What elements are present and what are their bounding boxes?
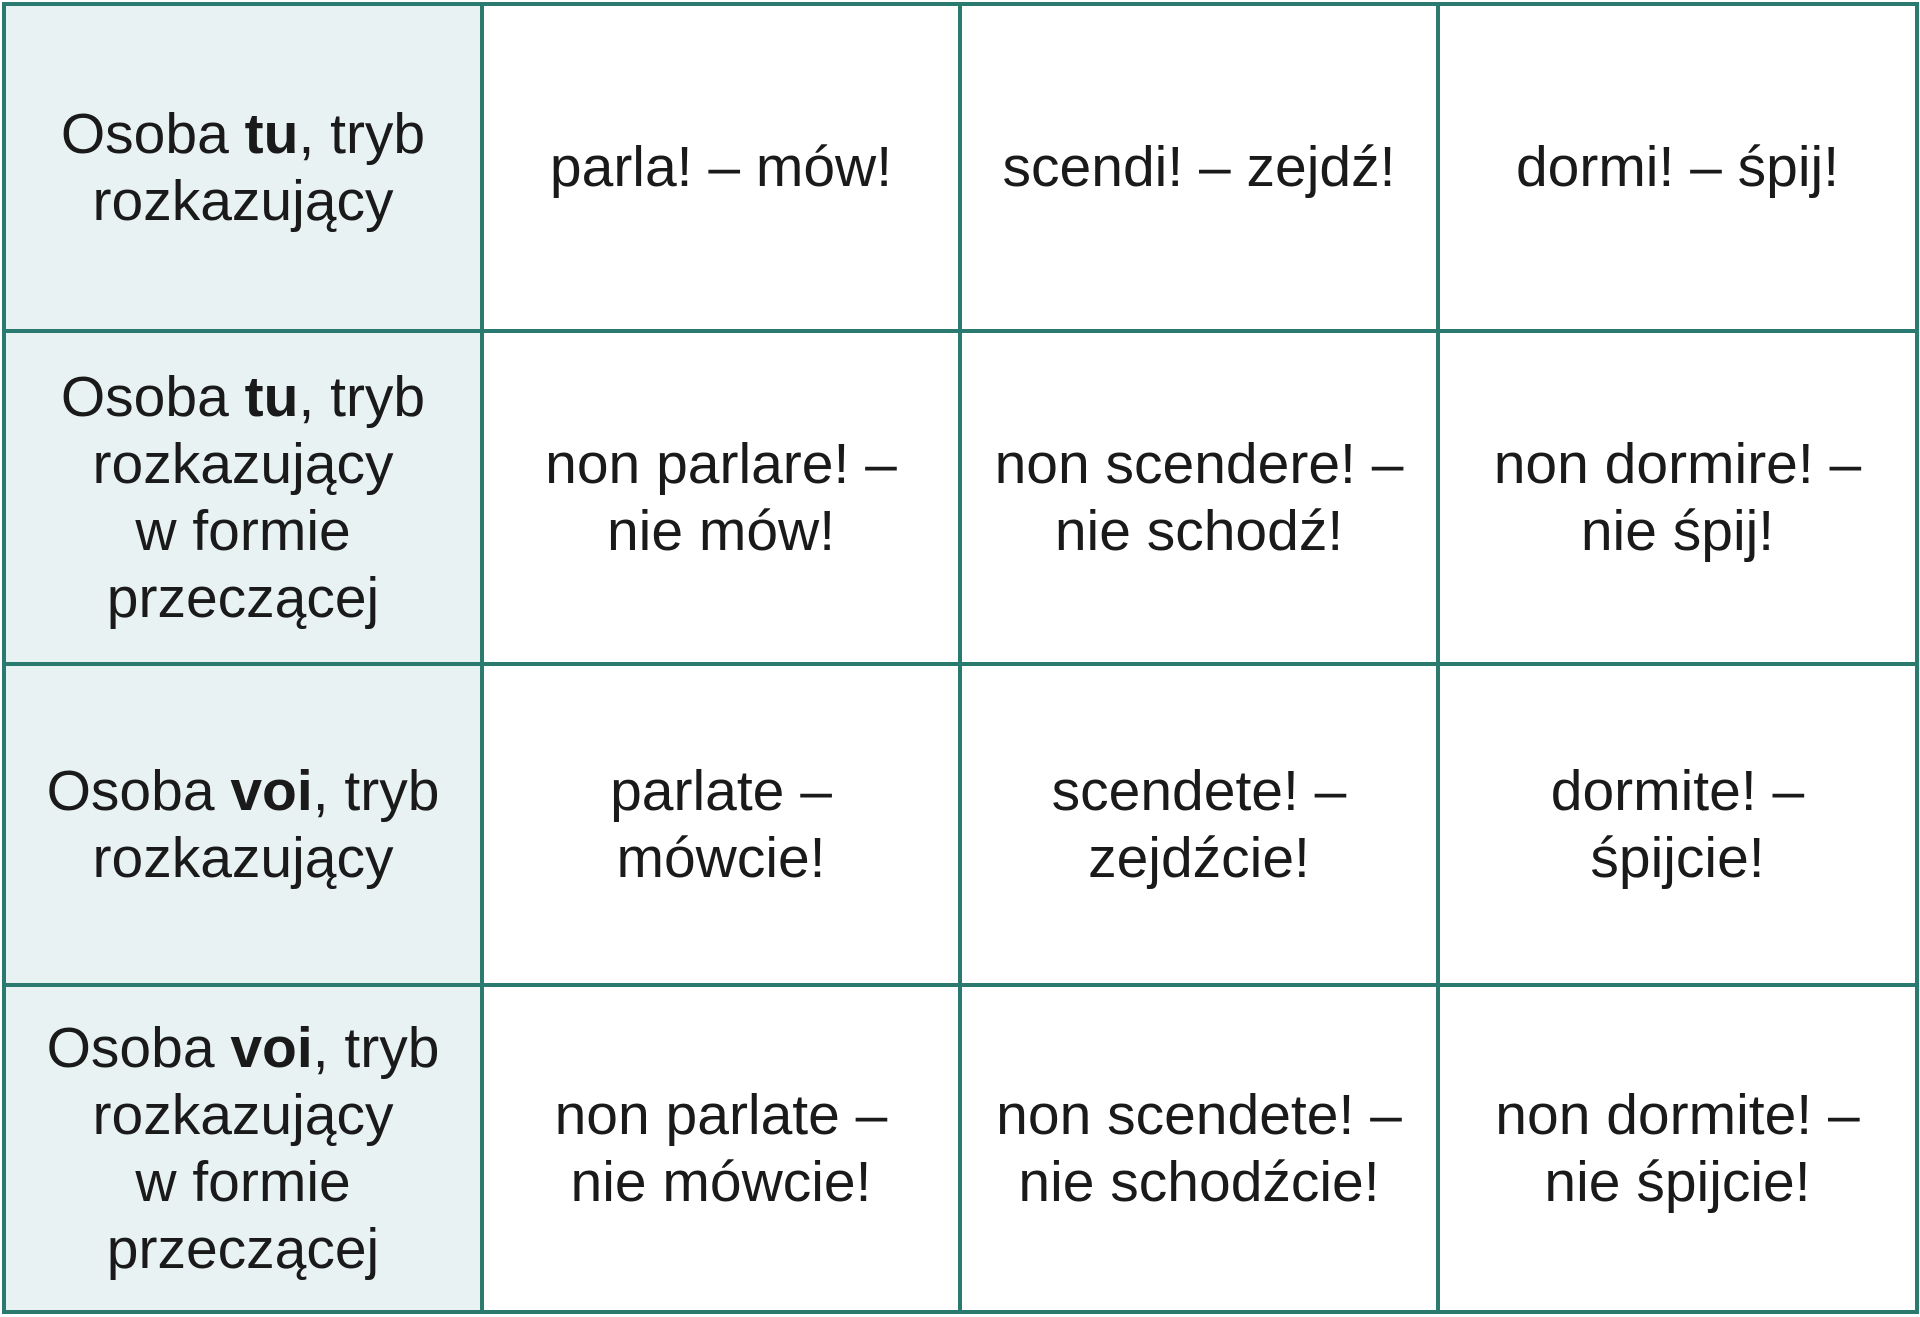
row-header-cell <box>4 4 482 331</box>
row-header-line: rozkazujący <box>92 431 394 496</box>
table-cell <box>482 331 960 664</box>
cell-line: dormite! – <box>1550 758 1805 823</box>
row-header-line: w formie <box>135 498 351 563</box>
row-header-line: rozkazujący <box>92 1082 394 1147</box>
row-header-line: w formie <box>135 1149 351 1214</box>
row-header-line: przeczącej <box>106 565 380 630</box>
table-cell <box>1438 331 1917 664</box>
row-header-pronoun: tu <box>244 101 299 166</box>
table-row <box>4 985 1917 1312</box>
row-header-pronoun: voi <box>230 758 313 823</box>
cell-line: nie śpijcie! <box>1544 1149 1811 1214</box>
row-header-pronoun: voi <box>230 1015 313 1080</box>
cell-line: śpijcie! <box>1590 825 1765 890</box>
cell-line: nie schodź! <box>1054 498 1344 563</box>
cell-line: non dormire! – <box>1493 431 1862 496</box>
cell-line: nie mówcie! <box>570 1149 872 1214</box>
table-row <box>4 331 1917 664</box>
cell-line: non scendete! – <box>996 1082 1402 1147</box>
row-header-first-line <box>16 758 470 825</box>
table-cell <box>960 664 1438 985</box>
row-header-first-line <box>16 101 470 168</box>
row-header-suffix: , tryb <box>298 364 426 429</box>
cell-line: nie śpij! <box>1580 498 1775 563</box>
cell-line: non parlare! – <box>545 431 897 496</box>
row-header-suffix: , tryb <box>312 1015 440 1080</box>
row-header-suffix: , tryb <box>298 101 426 166</box>
cell-line: parlate – <box>610 758 832 823</box>
row-header-line: przeczącej <box>106 1216 380 1281</box>
row-header-first-line <box>16 1015 470 1082</box>
table-cell <box>482 985 960 1312</box>
table-cell <box>960 985 1438 1312</box>
row-header-prefix: Osoba <box>46 758 231 823</box>
table-cell <box>482 4 960 331</box>
cell-line: dormi! – śpij! <box>1515 135 1840 199</box>
table-cell <box>960 331 1438 664</box>
table-cell <box>482 664 960 985</box>
row-header-suffix: , tryb <box>312 758 440 823</box>
table-cell <box>960 4 1438 331</box>
row-header-cell <box>4 664 482 985</box>
cell-line: nie mów! <box>606 498 836 563</box>
cell-line: scendete! – <box>1051 758 1347 823</box>
row-header-line: rozkazujący <box>92 168 394 233</box>
row-header-prefix: Osoba <box>60 101 245 166</box>
row-header-cell <box>4 331 482 664</box>
cell-line: zejdźcie! <box>1088 825 1310 890</box>
cell-line: parla! – mów! <box>549 135 893 199</box>
cell-line: nie schodźcie! <box>1018 1149 1380 1214</box>
cell-line: mówcie! <box>616 825 826 890</box>
row-header-prefix: Osoba <box>46 1015 231 1080</box>
cell-line: non parlate – <box>554 1082 888 1147</box>
cell-line: non scendere! – <box>994 431 1404 496</box>
imperative-table <box>2 2 1919 1314</box>
row-header-first-line <box>16 364 470 431</box>
row-header-prefix: Osoba <box>60 364 245 429</box>
table-row <box>4 664 1917 985</box>
table-row <box>4 4 1917 331</box>
cell-line: non dormite! – <box>1495 1082 1860 1147</box>
row-header-pronoun: tu <box>244 364 299 429</box>
row-header-line: rozkazujący <box>92 825 394 890</box>
table-cell <box>1438 4 1917 331</box>
table-cell <box>1438 664 1917 985</box>
row-header-cell <box>4 985 482 1312</box>
table-cell <box>1438 985 1917 1312</box>
cell-line: scendi! – zejdź! <box>1002 135 1396 199</box>
